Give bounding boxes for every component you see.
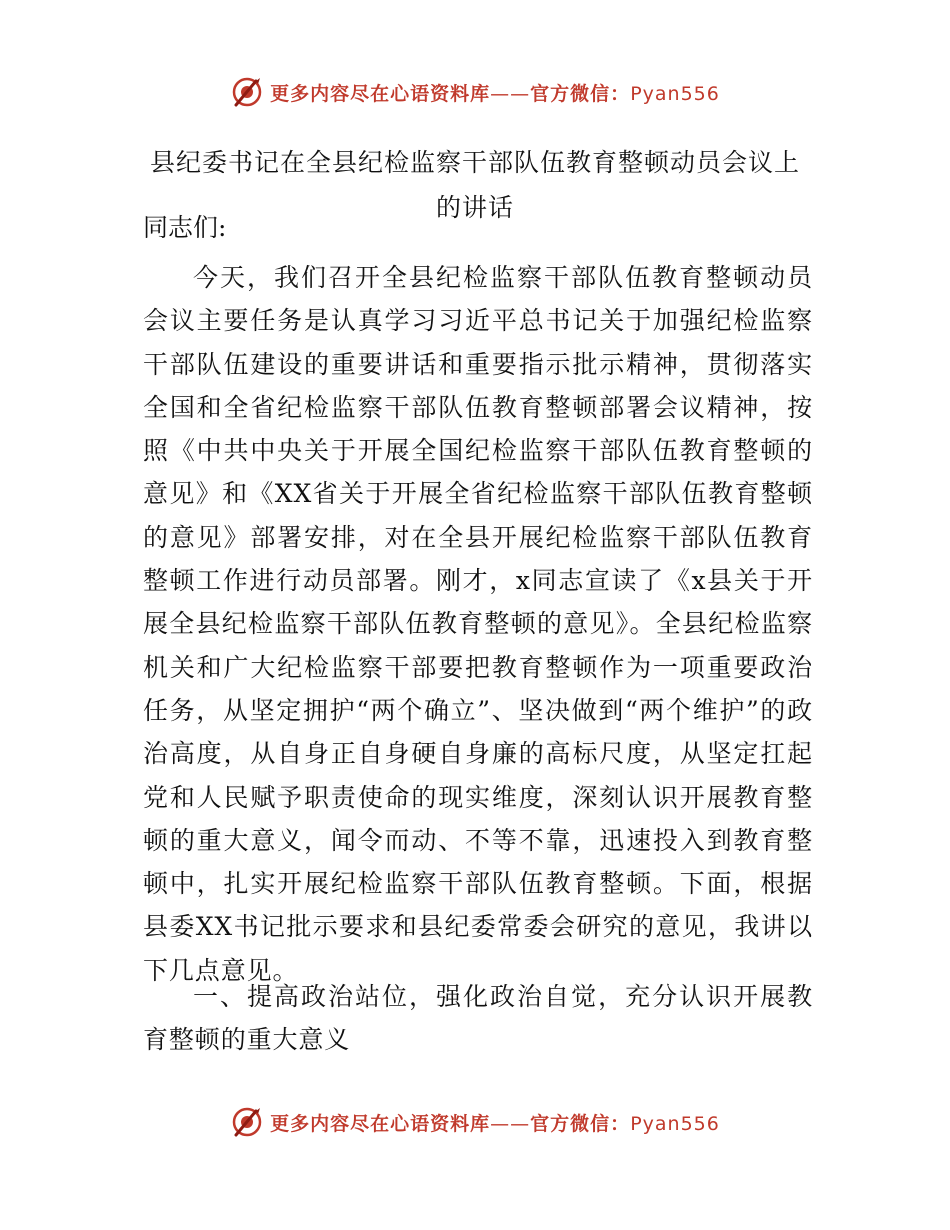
body-paragraph: 今天，我们召开全县纪检监察干部队伍教育整顿动员会议主要任务是认真学习习近平总书记关于加强纪检监察干部队伍建设的重要讲话和重要指示批示精神，贯彻落实全国和全省纪检监察干部队伍教育整顿部署会议精神，按照《中共中央关于开展全国纪检监察干部队伍教育整顿的意见》和《XX省关于开展全省纪检监察干部队伍教育整顿的意见》部署安排，对在全县开展纪检监察干部队伍教育整顿工作进行动员部署。刚才，x同志宣读了《x县关于开展全县纪检监察干部队伍教育整顿的意见》。全县纪检监察机关和广大纪检监察干部要把教育整顿作为一项重要政治任务，从坚定拥护“两个确立”、坚决做到“两个维护”的政治高度，从自身正自身硬自身廉的高标尺度，从坚定扛起党和人民赋予职责使命的现实维度，深刻认识开展教育整顿的重大意义，闻令而动、不等不靠，迅速投入到教育整顿中，扎实开展纪检监察干部队伍教育整顿。下面，根据县委XX书记批示要求和县纪委常委会研究的意见，我讲以下几点意见。	[143, 263, 813, 985]
speech-title: 县纪委书记在全县纪检监察干部队伍教育整顿动员会议上的讲话	[149, 148, 800, 222]
quill-logo-icon	[230, 75, 264, 109]
greeting: 同志们:	[143, 213, 227, 242]
watermark-text: 更多内容尽在心语资料库——官方微信：Pyan556	[270, 82, 720, 105]
watermark-banner-top	[0, 72, 950, 112]
quill-logo-icon	[230, 1105, 264, 1139]
watermark-text: 更多内容尽在心语资料库——官方微信：Pyan556	[270, 1112, 720, 1135]
section-heading: 一、提高政治站位，强化政治自觉，充分认识开展教育整顿的重大意义	[143, 982, 813, 1055]
watermark-banner-bottom	[0, 1102, 950, 1142]
